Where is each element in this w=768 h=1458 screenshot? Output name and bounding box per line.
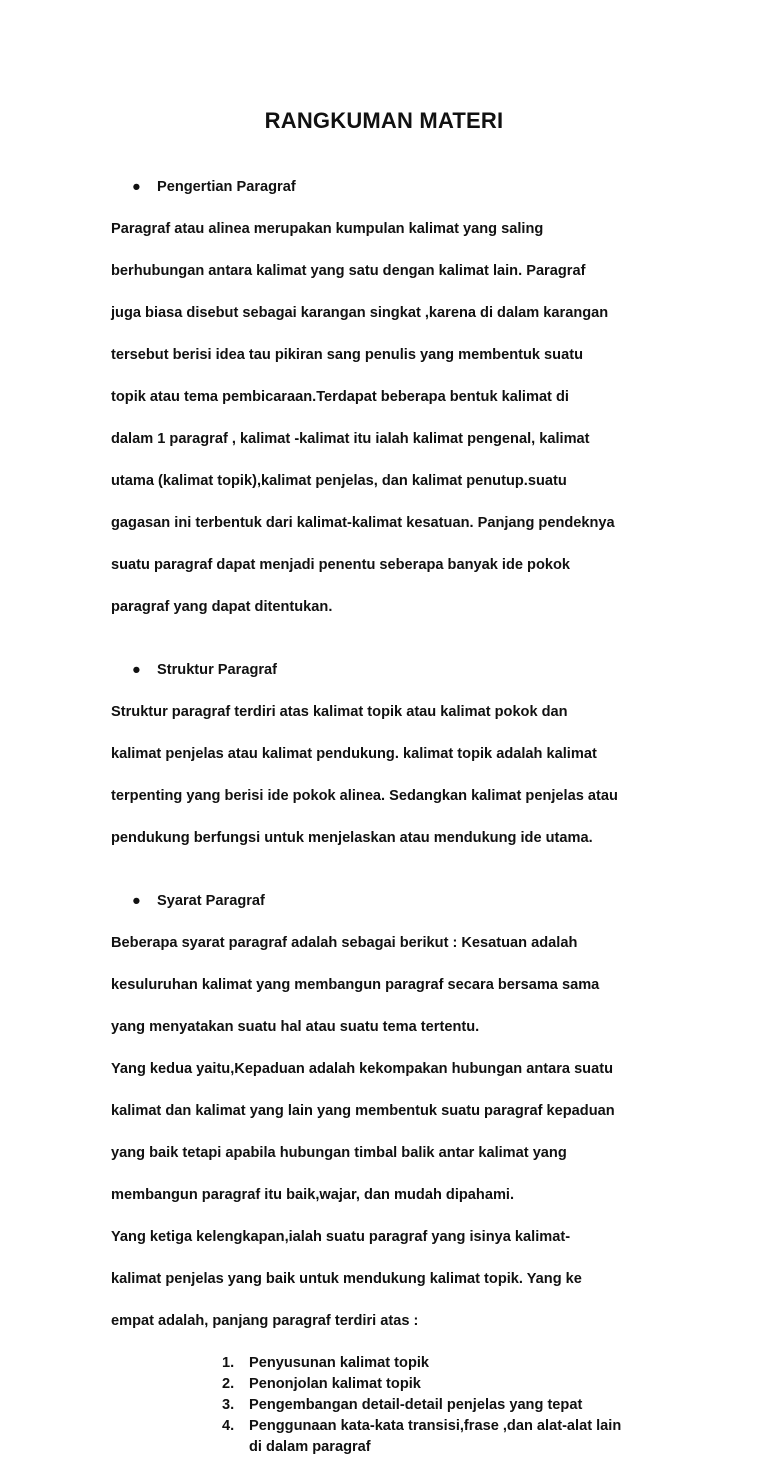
section-heading (111, 660, 671, 681)
bullet-icon: ● (132, 893, 141, 909)
list-item (111, 1416, 671, 1458)
document-body (111, 177, 671, 1458)
paragraph (111, 681, 671, 870)
list-item-text: Penyusunan kalimat topik (249, 1355, 430, 1371)
text-line: Yang ketiga kelengkapan,ialah suatu paragraf yang isinya kalimat- (111, 1229, 571, 1245)
text-line: terpenting yang berisi ide pokok alinea. Sedangkan kalimat penjelas atau (111, 788, 618, 804)
list-number: 1. (222, 1355, 235, 1371)
list-item-text: Penggunaan kata-kata transisi,frase ,dan alat-alat lain (249, 1418, 622, 1434)
text-line: yang baik tetapi apabila hubungan timbal balik antar kalimat yang (111, 1145, 567, 1161)
list-number: 2. (222, 1376, 235, 1392)
bullet-icon: ● (132, 179, 141, 195)
numbered-list (111, 1353, 671, 1458)
section-syarat (111, 891, 671, 1458)
paragraph (111, 912, 671, 1353)
text-line: berhubungan antara kalimat yang satu dengan kalimat lain. Paragraf (111, 263, 586, 279)
list-item-text: Penonjolan kalimat topik (249, 1376, 421, 1392)
text-line: gagasan ini terbentuk dari kalimat-kalimat kesatuan. Panjang pendeknya (111, 515, 615, 531)
text-line: Paragraf atau alinea merupakan kumpulan kalimat yang saling (111, 221, 544, 237)
heading-text: Syarat Paragraf (157, 893, 265, 909)
section-struktur (111, 660, 671, 870)
list-number: 4. (222, 1418, 235, 1434)
text-line: dalam 1 paragraf , kalimat -kalimat itu ialah kalimat pengenal, kalimat (111, 431, 590, 447)
list-item (111, 1374, 671, 1395)
text-line: kalimat dan kalimat yang lain yang membentuk suatu paragraf kepaduan (111, 1103, 615, 1119)
bullet-icon: ● (132, 662, 141, 678)
section-heading (111, 177, 671, 198)
text-line: empat adalah, panjang paragraf terdiri atas : (111, 1313, 419, 1329)
section-pengertian (111, 177, 671, 639)
list-item-text: di dalam paragraf (249, 1439, 371, 1455)
list-number: 3. (222, 1397, 235, 1413)
text-line: Struktur paragraf terdiri atas kalimat topik atau kalimat pokok dan (111, 704, 568, 720)
text-line: tersebut berisi idea tau pikiran sang penulis yang membentuk suatu (111, 347, 583, 363)
text-line: juga biasa disebut sebagai karangan singkat ,karena di dalam karangan (111, 305, 609, 321)
text-line: suatu paragraf dapat menjadi penentu seberapa banyak ide pokok (111, 557, 571, 573)
text-line: topik atau tema pembicaraan.Terdapat beberapa bentuk kalimat di (111, 389, 569, 405)
text-line: Beberapa syarat paragraf adalah sebagai berikut : Kesatuan adalah (111, 935, 578, 951)
text-line: membangun paragraf itu baik,wajar, dan mudah dipahami. (111, 1187, 515, 1203)
section-heading (111, 891, 671, 912)
list-item (111, 1353, 671, 1374)
text-line: yang menyatakan suatu hal atau suatu tema tertentu. (111, 1019, 480, 1035)
text-line: paragraf yang dapat ditentukan. (111, 599, 333, 615)
text-line: kesuluruhan kalimat yang membangun paragraf secara bersama sama (111, 977, 600, 993)
heading-text: Pengertian Paragraf (157, 179, 296, 195)
text-line: kalimat penjelas yang baik untuk mendukung kalimat topik. Yang ke (111, 1271, 582, 1287)
page-title: RANGKUMAN MATERI (264, 108, 504, 133)
heading-text: Struktur Paragraf (157, 662, 278, 678)
text-line: utama (kalimat topik),kalimat penjelas, dan kalimat penutup.suatu (111, 473, 567, 489)
text-line: kalimat penjelas atau kalimat pendukung. kalimat topik adalah kalimat (111, 746, 597, 762)
list-item (111, 1395, 671, 1416)
text-line: pendukung berfungsi untuk menjelaskan atau mendukung ide utama. (111, 830, 593, 846)
text-line: Yang kedua yaitu,Kepaduan adalah kekompakan hubungan antara suatu (111, 1061, 613, 1077)
list-item-text: Pengembangan detail-detail penjelas yang tepat (249, 1397, 583, 1413)
paragraph (111, 198, 671, 639)
